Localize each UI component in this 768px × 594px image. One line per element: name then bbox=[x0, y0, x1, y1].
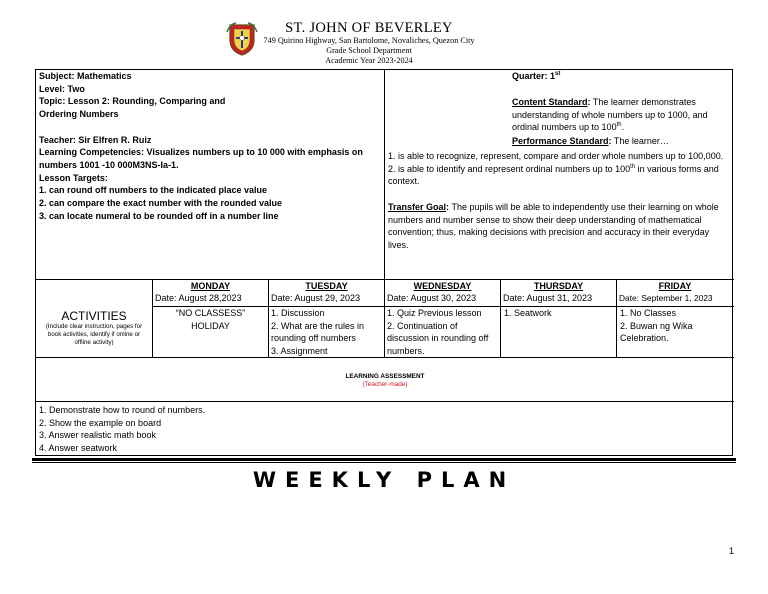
targets-label: Lesson Targets: bbox=[39, 172, 108, 183]
assessment-subtitle: (Teacher-made) bbox=[362, 381, 408, 388]
day-date: Date: August 30, 2023 bbox=[387, 293, 477, 303]
topic-line-2: Ordering Numbers bbox=[39, 109, 119, 120]
assessment-items bbox=[39, 404, 729, 455]
activities-monday bbox=[153, 307, 268, 332]
content-standard-sup: th bbox=[616, 122, 622, 129]
day-column-wednesday bbox=[385, 280, 500, 304]
divider-rule bbox=[32, 458, 736, 461]
transfer-goal-label: Transfer Goal bbox=[388, 201, 447, 212]
performance-standard: Performance Standard: The learner… bbox=[512, 136, 669, 146]
assessment-item: 1. Demonstrate how to round of numbers. bbox=[39, 405, 206, 415]
divider-rule-thin bbox=[32, 462, 736, 463]
activities-wednesday bbox=[387, 307, 499, 358]
day-name: MONDAY bbox=[190, 281, 231, 291]
competencies-line-1: Learning Competencies: Visualizes numbers up to 10 000 with emphasis on bbox=[39, 147, 363, 158]
assessment-item: 3. Answer realistic math book bbox=[39, 430, 157, 441]
activity-item: 1. Discussion bbox=[271, 308, 325, 318]
day-name: WEDNESDAY bbox=[413, 281, 472, 291]
day-column-monday bbox=[153, 280, 268, 304]
activities-label-cell bbox=[36, 307, 152, 347]
standard-item-2: 2. is able to identify and represent ordinal numbers up to 100th in various forms and context. bbox=[388, 163, 719, 187]
school-address: 749 Quirino Highway, San Bartolome, Novaliches, Quezon City bbox=[263, 36, 475, 45]
teacher: Teacher: Sir Elfren R. Ruiz bbox=[39, 134, 152, 145]
standard-item-1: 1. is able to recognize, represent, compare and order whole numbers up to 100,000. bbox=[388, 151, 724, 161]
target-item: 3. can locate numeral to be rounded off in a number line bbox=[39, 210, 279, 221]
activity-item: 2. What are the rules in rounding off numbers bbox=[271, 320, 365, 344]
activity-item: 1. Seatwork bbox=[504, 308, 552, 318]
assessment-header bbox=[36, 373, 734, 389]
activity-item: 1. Quiz Previous lesson bbox=[387, 308, 482, 318]
document-header bbox=[0, 18, 768, 68]
activity-item: HOLIDAY bbox=[191, 320, 230, 331]
day-column-thursday bbox=[501, 280, 616, 304]
page-number: 1 bbox=[729, 546, 735, 556]
target-item: 1. can round off numbers to the indicated place value bbox=[39, 185, 268, 196]
activities-note: (Include clear instruction, pages for book activities, identify if online or offline activity) bbox=[45, 323, 143, 346]
activities-thursday bbox=[504, 307, 616, 320]
competencies-line-2: numbers 1001 -10 000M3NS-Ia-1. bbox=[39, 159, 179, 170]
subject: Subject: Mathematics bbox=[39, 71, 132, 81]
day-column-friday bbox=[617, 280, 733, 304]
school-name: ST. JOHN OF BEVERLEY bbox=[285, 20, 453, 36]
activities-label: ACTIVITIES bbox=[61, 309, 127, 323]
topic-line-1: Topic: Lesson 2: Rounding, Comparing and bbox=[39, 96, 226, 107]
day-name: FRIDAY bbox=[658, 281, 692, 291]
content-standard-label: Content Standard bbox=[512, 97, 588, 107]
school-seal-logo bbox=[226, 22, 258, 56]
performance-standard-text: The learner… bbox=[611, 136, 669, 146]
activities-friday bbox=[620, 307, 732, 345]
activity-item: 3. Assignment bbox=[271, 346, 328, 357]
quarter-sup: st bbox=[555, 71, 561, 77]
transfer-goal-text: The pupils will be able to independently use their learning on whole numbers and number sense to show their deep understanding of mathematical convention; thus, making decisions with precision and accuracy in their everyday lives. bbox=[388, 201, 719, 250]
quarter-label: Quarter: 1 bbox=[512, 71, 556, 81]
day-date: Date: August 31, 2023 bbox=[503, 293, 593, 303]
lesson-info bbox=[39, 70, 383, 222]
day-column-tuesday bbox=[269, 280, 384, 304]
day-name: THURSDAY bbox=[533, 281, 584, 291]
day-date: Date: September 1, 2023 bbox=[619, 293, 713, 303]
standard-items bbox=[388, 150, 728, 252]
assessment-title: LEARNING ASSESSMENT bbox=[345, 373, 425, 380]
day-date: Date: August 28,2023 bbox=[155, 293, 242, 303]
level: Level: Two bbox=[39, 83, 85, 94]
content-standard: Content Standard: The learner demonstrates understanding of whole numbers up to 1000, and ordinal numbers up to 100th. bbox=[512, 97, 708, 133]
transfer-goal: Transfer Goal: The pupils will be able to independently use their learning on whole numbers and number sense to show their deep understanding of mathematical convention; thus, making decisions with precision and accuracy in their everyday lives. bbox=[388, 201, 719, 250]
assessment-item: 2. Show the example on board bbox=[39, 417, 162, 428]
content-standard-text: The learner demonstrates understanding of whole numbers up to 1000, and ordinal numbers up to 100 bbox=[512, 97, 708, 133]
activity-item: “NO CLASSESS” bbox=[175, 308, 246, 318]
quarter bbox=[512, 70, 732, 83]
activity-item: 2. Buwan ng Wika Celebration. bbox=[620, 320, 693, 344]
assessment-item: 4. Answer seatwork bbox=[39, 443, 118, 454]
weekly-plan-table bbox=[35, 69, 733, 456]
weekly-plan-title: WEEKLY PLAN bbox=[252, 468, 516, 492]
activity-item: 2. Continuation of discussion in rounding off numbers. bbox=[387, 320, 489, 357]
school-info bbox=[262, 20, 476, 66]
school-department: Grade School Department bbox=[326, 46, 412, 55]
activities-tuesday bbox=[271, 307, 383, 358]
target-item: 2. can compare the exact number with the rounded value bbox=[39, 198, 283, 209]
activity-item: 1. No Classes bbox=[620, 308, 677, 318]
academic-year: Academic Year 2023-2024 bbox=[325, 56, 413, 65]
performance-standard-label: Performance Standard bbox=[512, 136, 609, 146]
day-date: Date: August 29, 2023 bbox=[271, 293, 361, 303]
day-name: TUESDAY bbox=[305, 281, 348, 291]
